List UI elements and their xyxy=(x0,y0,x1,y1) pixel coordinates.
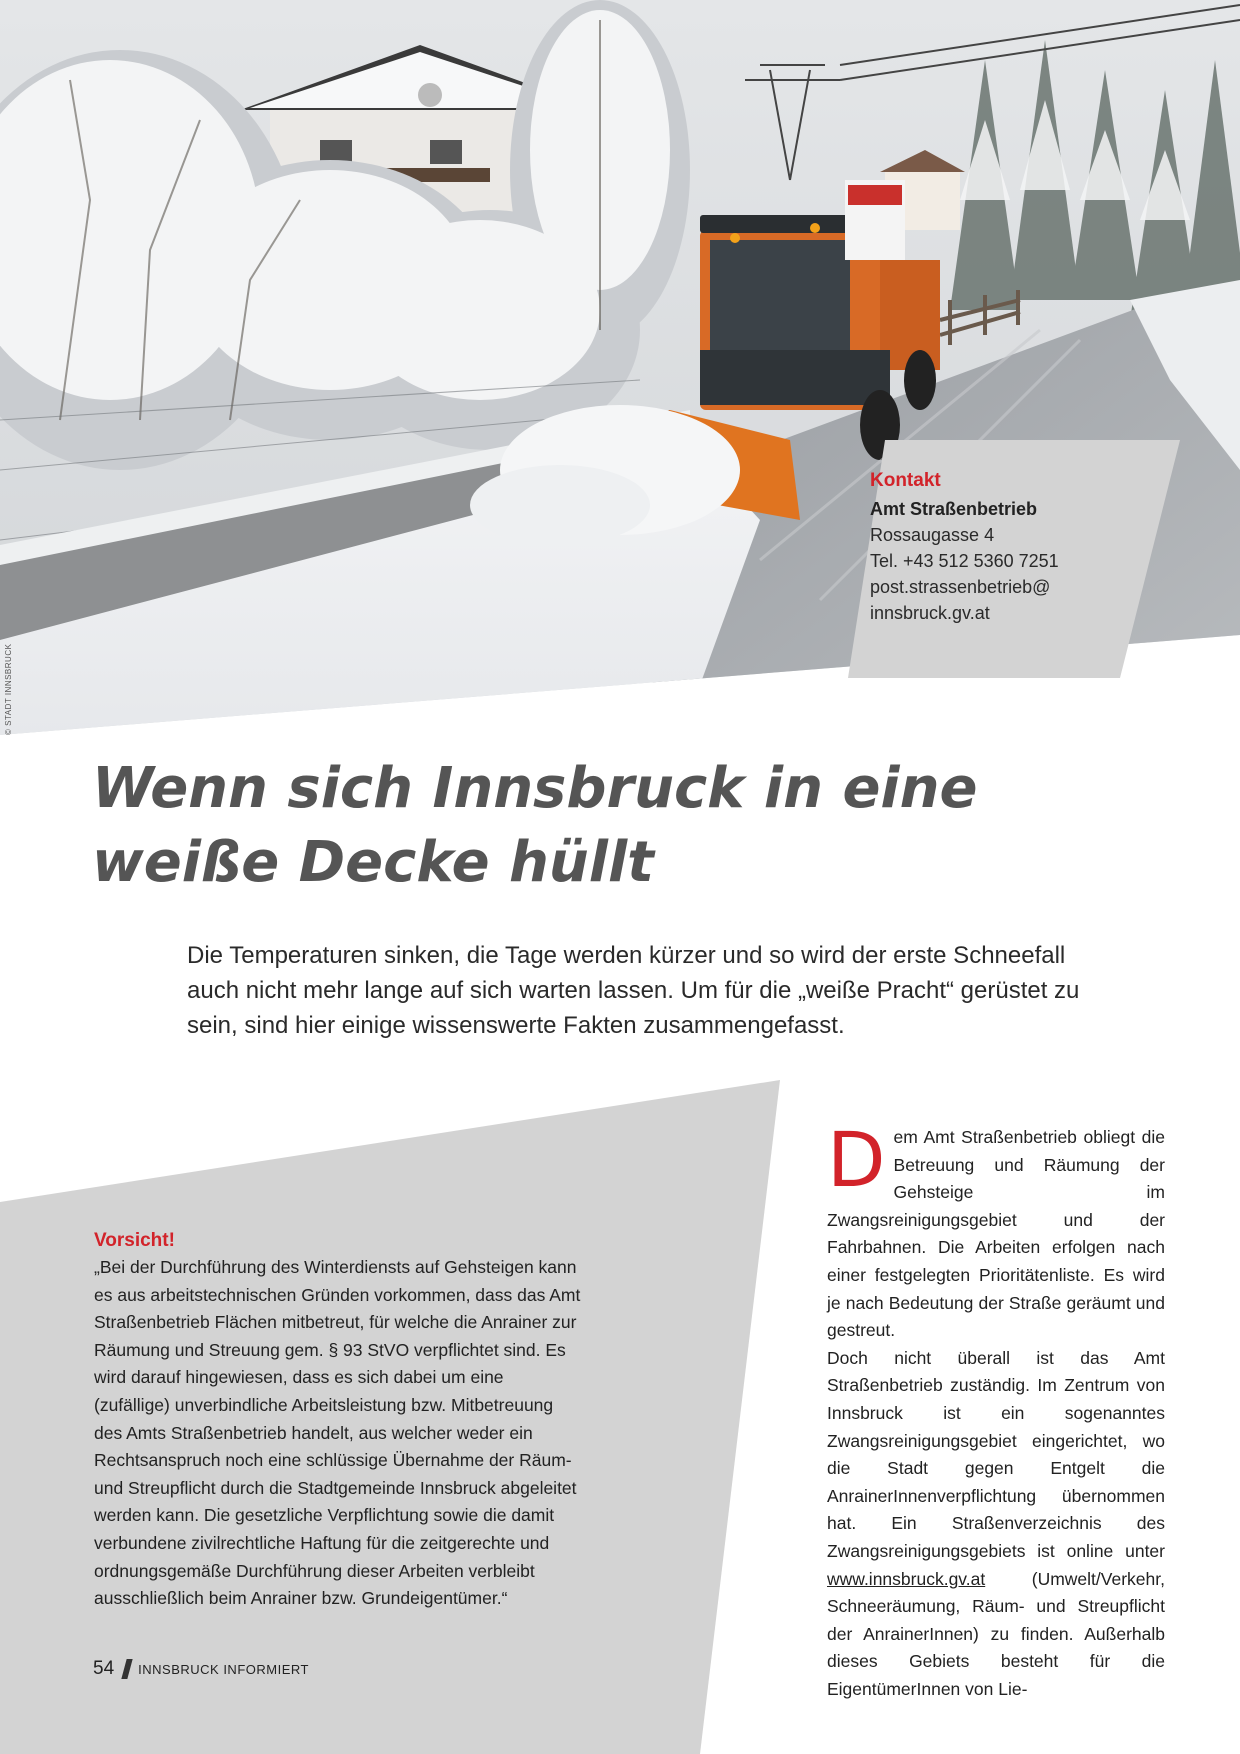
website-link[interactable]: www.innsbruck.gv.at xyxy=(827,1568,986,1589)
page-footer xyxy=(93,1658,309,1680)
contact-office-name: Amt Straßenbetrieb xyxy=(870,499,1038,519)
contact-label: Kontakt xyxy=(870,470,941,491)
footer-divider xyxy=(121,1659,132,1679)
warning-box xyxy=(94,1230,584,1613)
page-number: 54 xyxy=(93,1658,115,1679)
body-paragraph-2 xyxy=(827,1345,1165,1704)
body-paragraph-1-text: em Amt Straßenbetrieb obliegt die Betreuung und Räumung der Gehsteige im Zwangsreinigungsgebiet und der Fahrbahnen. Die Arbeiten erfolgen nach einer festgelegten Prioritätenliste. Es wird je nach Bedeutung der Straße geräumt und gestreut. xyxy=(827,1127,1165,1341)
contact-box xyxy=(870,470,1170,626)
body-paragraph-2-text-end: (Umwelt/Verkehr, Schneeräumung, Räum- und Streupflicht der AnrainerInnen) zu finden. Außerhalb dieses Gebiets besteht für die EigentümerInnen von Lie- xyxy=(827,1568,1165,1699)
headline-line-1: Wenn sich Innsbruck in eine xyxy=(92,756,978,821)
contact-email-line-2: innsbruck.gv.at xyxy=(870,603,990,623)
lead-paragraph: Die Temperaturen sinken, die Tage werden kürzer und so wird der erste Schneefall auch nicht mehr lange auf sich warten lassen. Um für die „weiße Pracht“ gerüstet zu sein, sind hier einige wissenswerte Fakten zusammengefasst. xyxy=(187,942,1080,1039)
photo-credit: © STADT INNSBRUCK xyxy=(4,643,13,735)
hero-photo xyxy=(0,0,1240,740)
contact-email-line-1: post.strassenbetrieb@ xyxy=(870,577,1051,597)
publication-name: INNSBRUCK INFORMIERT xyxy=(138,1661,309,1677)
contact-phone: Tel. +43 512 5360 7251 xyxy=(870,551,1059,571)
contact-address: Rossaugasse 4 xyxy=(870,525,995,545)
headline xyxy=(92,752,1152,900)
body-paragraph-1 xyxy=(827,1115,1165,1345)
warning-text: „Bei der Durchführung des Winterdiensts auf Gehsteigen kann es aus arbeitstechnischen Gründen vorkommen, dass das Amt Straßenbetrieb Flächen mitbetreut, für welche die Anrainer zur Räumung und Streuung gem. § 93 StVO verpflichtet sind. Es wird darauf hingewiesen, dass es sich dabei um eine (zufällige) unverbindliche Arbeitsleistung bzw. Mitbetreuung des Amts Straßenbetrieb handelt, aus welcher weder ein Rechtsanspruch noch eine schlüssige Übernahme der Räum- und Streupflicht durch die Stadtgemeinde Innsbruck abgeleitet werden kann. Die gesetzliche Verpflichtung sowie die damit verbundene zivilrechtliche Haftung für die zeitgerechte und ordnungsgemäße Durchführung dieser Arbeiten verbleibt ausschließlich beim Anrainer bzw. Grundeigentümer.“ xyxy=(94,1257,581,1609)
body-column xyxy=(827,1115,1165,1703)
warning-label: Vorsicht! xyxy=(94,1230,175,1251)
headline-line-2: weiße Decke hüllt xyxy=(92,830,654,895)
body-paragraph-2-text: Doch nicht überall ist das Amt Straßenbetrieb zuständig. Im Zentrum von Innsbruck ist ein sogenanntes Zwangsreinigungsgebiet eingerichtet, wo die Stadt gegen Entgelt die AnrainerInnenverpflichtung übernommen hat. Ein Straßenverzeichnis des Zwangsreinigungsgebiets ist online unter xyxy=(827,1347,1165,1561)
drop-cap: D xyxy=(827,1115,886,1204)
